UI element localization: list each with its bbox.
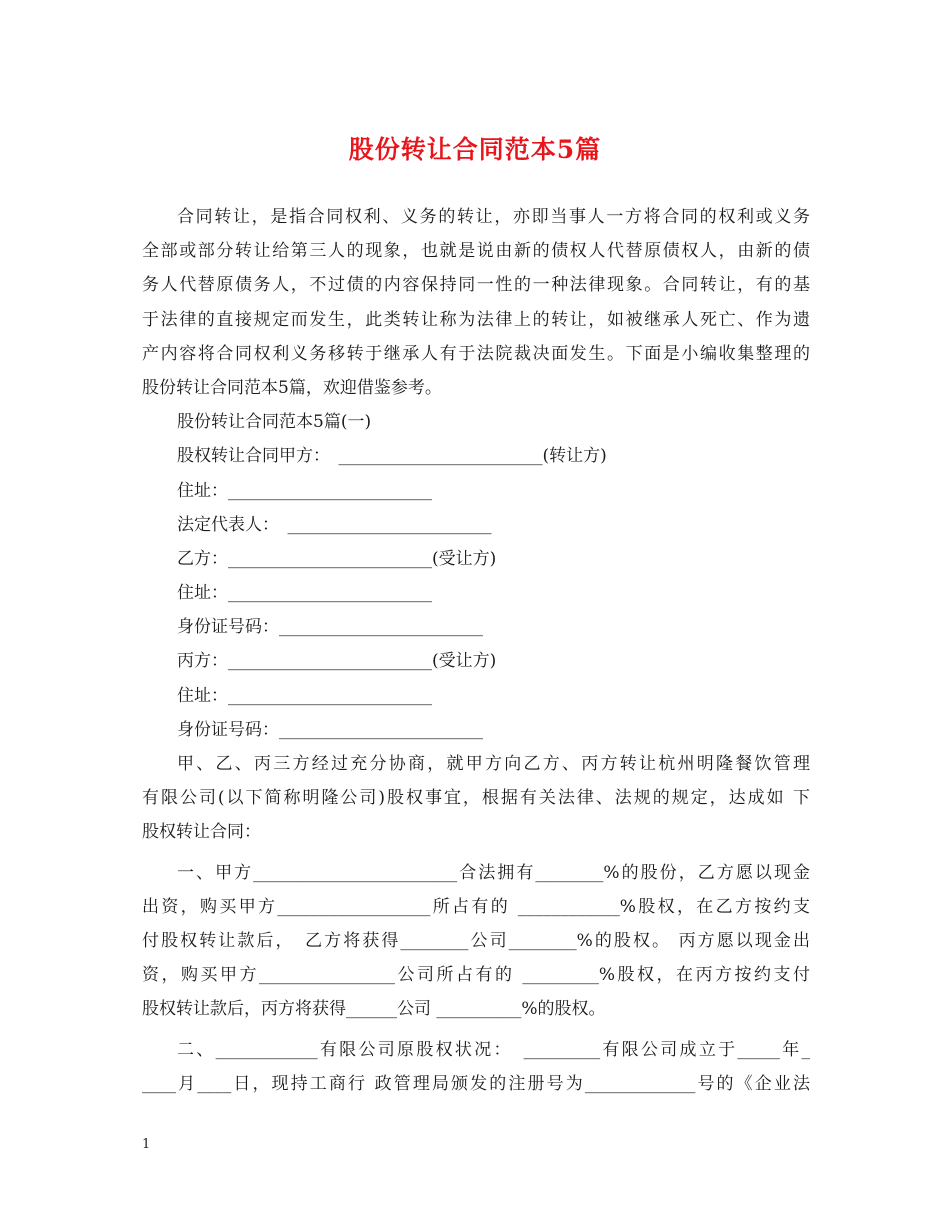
document-title: 股份转让合同范本5篇 xyxy=(348,135,602,164)
clause-line: 股权转让款后，丙方将获得______公司 __________%的股权。 xyxy=(142,999,606,1020)
clause-line: 付股权转让款后， 乙方将获得________公司________%的股权。 丙方愿以现金出 xyxy=(142,930,810,951)
text-line: 务人代替原债务人，不过债的内容保持同一性的一种法律现象。合同转让，有的基 xyxy=(142,275,810,296)
text-line: 股份转让合同范本5篇，欢迎借鉴参考。 xyxy=(142,377,442,398)
address-line: 住址：________________________ xyxy=(177,480,432,501)
clause-line: 出资，购买甲方__________________所占有的 ____________%股权，在乙方按约支 xyxy=(142,896,810,917)
clause-line: 一、甲方________________________合法拥有________%的股份，乙方愿以现金 xyxy=(177,862,810,883)
text-line: 于法律的直接规定而发生，此类转让称为法律上的转让，如被继承人死亡、作为遗 xyxy=(142,309,810,330)
clause-line: 二、____________有限公司原股权状况： _________有限公司成立于_____年_ xyxy=(177,1039,810,1060)
page-number: 1 xyxy=(142,1137,151,1152)
section-heading: 股份转让合同范本5篇(一) xyxy=(177,412,372,433)
text-line: 甲、乙、丙三方经过充分协商，就甲方向乙方、丙方转让杭州明隆餐饮管理 xyxy=(177,754,810,774)
id-number-line: 身份证号码：________________________ xyxy=(177,719,483,740)
document-body xyxy=(142,200,810,1101)
text-line: 全部或部分转让给第三人的现象，也就是说由新的债权人代替原债权人，由新的债 xyxy=(142,241,810,262)
text-line: 合同转让，是指合同权利、义务的转让，亦即当事人一方将合同的权利或义务 xyxy=(177,207,810,227)
text-line: 产内容将合同权利义务移转于继承人有于法院裁决面发生。下面是小编收集整理的 xyxy=(142,343,810,364)
text-line: 股权转让合同： xyxy=(142,822,261,843)
party-c-line: 丙方：________________________(受让方) xyxy=(177,651,497,672)
address-line: 住址：________________________ xyxy=(177,583,432,604)
clause-line: ____月____日，现持工商行 政管理局颁发的注册号为_____________号的《企业法 xyxy=(142,1073,810,1094)
party-b-line: 乙方：________________________(受让方) xyxy=(177,548,497,569)
party-a-line: 股权转让合同甲方： ________________________(转让方) xyxy=(177,446,607,467)
legal-representative-line: 法定代表人： ________________________ xyxy=(177,514,492,535)
text-line: 有限公司(以下简称明隆公司)股权事宜，根据有关法律、法规的规定，达成如 下 xyxy=(142,788,810,809)
address-line: 住址：________________________ xyxy=(177,685,432,706)
id-number-line: 身份证号码：________________________ xyxy=(177,617,483,638)
clause-line: 资，购买甲方________________公司所占有的 _________%股权，在丙方按约支付 xyxy=(142,965,810,986)
